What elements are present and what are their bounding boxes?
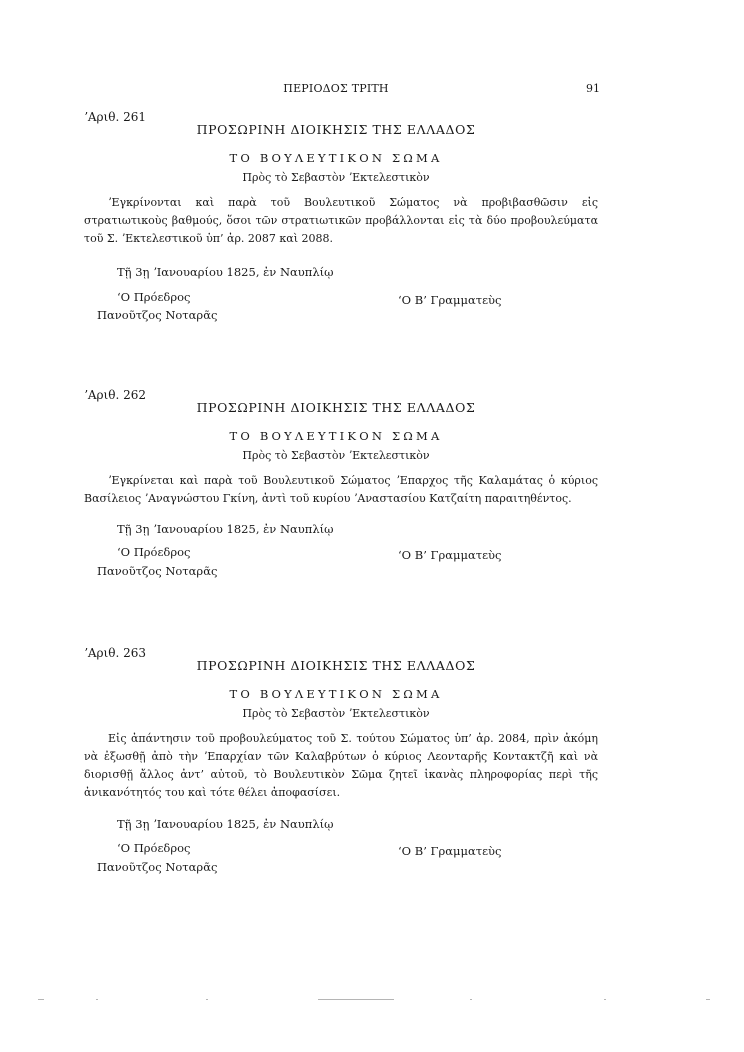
running-title: ΠΕΡΙΟΔΟΣ ΤΡΙΤΗ <box>283 82 389 95</box>
secretary-label: ʻΟ Β’ Γραμματεὺς <box>398 844 502 858</box>
date-line: Τῇ 3ῃ ʼΙανουαρίου 1825, ἐν Ναυπλίῳ <box>117 265 334 279</box>
document-text: ʼΕγκρίνονται καὶ παρὰ τοῦ Βουλευτικοῦ Σώματος νὰ προβιβασθῶσιν εἰς στρατιωτικοὺς βαθμούς, ὅσοι τῶν στρατιωτικῶν προβάλλονται εἰς τὰ δύο προβουλεύματα τοῦ Σ. ʼΕκτελεστικοῦ ὑπ’ ἀρ. 2087 καὶ 2088. <box>84 196 598 245</box>
signatory-name: Πανοῦτζος Νοταρᾶς <box>97 860 218 874</box>
addressee-line: Πρὸς τὸ Σεβαστὸν ʼΕκτελεστικὸν <box>242 707 430 720</box>
secretary-label: ʻΟ Β’ Γραμματεὺς <box>398 293 502 307</box>
president-label: ʻΟ Πρόεδρος <box>117 841 191 855</box>
document-text: ʼΕγκρίνεται καὶ παρὰ τοῦ Βουλευτικοῦ Σώματος ʼΕπαρχος τῆς Καλαμάτας ὁ κύριος Βασίλειος ʼΑναγνώστου Γκίνη, ἀντὶ τοῦ κυρίου ʼΑναστασίου Κατζαίτη παραιτηθέντος. <box>84 474 598 505</box>
body-heading: ΤΟ ΒΟΥΛΕΥΤΙΚΟΝ ΣΩΜΑ <box>229 151 443 165</box>
document-text: Εἰς ἀπάντησιν τοῦ προβουλεύματος τοῦ Σ. τούτου Σώματος ὑπ’ ἀρ. 2084, πρὶν ἀκόμη νὰ ἐξωσθῇ ἀπὸ τὴν ʼΕπαρχίαν τῶν Καλαβρύτων ὁ κύριος Λεονταρῆς Κοντακτζῆ καὶ νὰ διορισθῇ ἄλλος ἀντ’ αὐτοῦ, τὸ Βουλευτικὸν Σῶμα ζητεῖ ἱκανὰς πληροφορίας περὶ τῆς ἀνικανότητός του καὶ τότε θέλει ἀποφασίσει. <box>84 732 598 799</box>
scan-artifact-line <box>0 996 744 1004</box>
secretary-label: ʻΟ Β’ Γραμματεὺς <box>398 548 502 562</box>
document-number: ʼΑριθ. 262 <box>84 388 146 402</box>
date-line: Τῇ 3ῃ ʼΙανουαρίου 1825, ἐν Ναυπλίῳ <box>117 817 334 831</box>
government-heading: ΠΡΟΣΩΡΙΝΗ ΔΙΟΙΚΗΣΙΣ ΤΗΣ ΕΛΛΑΔΟΣ <box>196 122 476 137</box>
addressee-line: Πρὸς τὸ Σεβαστὸν ʼΕκτελεστικὸν <box>242 449 430 462</box>
page-number: 91 <box>586 82 600 95</box>
signatory-name: Πανοῦτζος Νοταρᾶς <box>97 564 218 578</box>
addressee-line: Πρὸς τὸ Σεβαστὸν ʼΕκτελεστικὸν <box>242 171 430 184</box>
body-heading: ΤΟ ΒΟΥΛΕΥΤΙΚΟΝ ΣΩΜΑ <box>229 429 443 443</box>
government-heading: ΠΡΟΣΩΡΙΝΗ ΔΙΟΙΚΗΣΙΣ ΤΗΣ ΕΛΛΑΔΟΣ <box>196 400 476 415</box>
signatory-name: Πανοῦτζος Νοταρᾶς <box>97 308 218 322</box>
document-number: ʼΑριθ. 263 <box>84 646 146 660</box>
government-heading: ΠΡΟΣΩΡΙΝΗ ΔΙΟΙΚΗΣΙΣ ΤΗΣ ΕΛΛΑΔΟΣ <box>196 658 476 673</box>
president-label: ʻΟ Πρόεδρος <box>117 290 191 304</box>
body-heading: ΤΟ ΒΟΥΛΕΥΤΙΚΟΝ ΣΩΜΑ <box>229 687 443 701</box>
document-number: ʼΑριθ. 261 <box>84 110 146 124</box>
date-line: Τῇ 3ῃ ʼΙανουαρίου 1825, ἐν Ναυπλίῳ <box>117 522 334 536</box>
president-label: ʻΟ Πρόεδρος <box>117 545 191 559</box>
